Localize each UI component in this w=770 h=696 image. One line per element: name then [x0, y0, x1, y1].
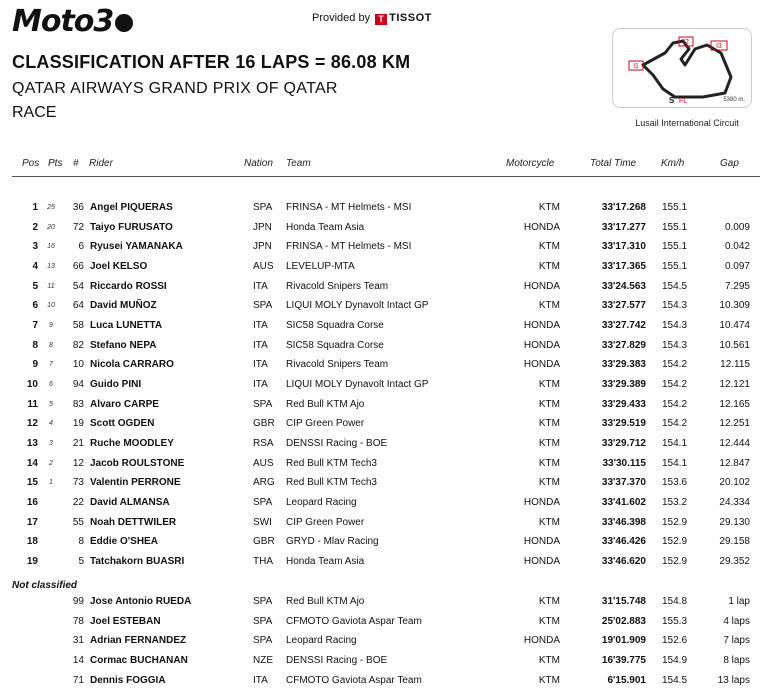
cell-position: 3 [32, 241, 38, 253]
cell-gap: 0.097 [724, 260, 750, 272]
cell-total-time: 33'17.310 [601, 241, 646, 253]
cell-rider-name: Alvaro CARPE [90, 398, 159, 410]
table-row [0, 358, 770, 378]
cell-gap: 0.009 [724, 221, 750, 233]
cell-total-time: 33'29.433 [601, 398, 646, 410]
cell-nation: SPA [253, 300, 273, 312]
cell-motorcycle: KTM [538, 241, 560, 253]
cell-nation: ARG [253, 477, 275, 489]
col-motorcycle: Motorcycle [506, 158, 555, 169]
cell-gap: 10.561 [719, 339, 750, 351]
circuit-name: Lusail International Circuit [635, 118, 739, 128]
cell-rider-name: Adrian FERNANDEZ [90, 635, 187, 647]
cell-total-time: 33'29.519 [601, 418, 646, 430]
cell-team-name: CIP Green Power [286, 418, 365, 430]
cell-rider-number: 5 [78, 555, 84, 567]
cell-motorcycle: KTM [538, 398, 560, 410]
cell-rider-number: 54 [72, 280, 84, 292]
cell-rider-name: Noah DETTWILER [90, 516, 177, 528]
cell-rider-name: Dennis FOGGIA [90, 674, 166, 686]
cell-rider-name: Cormac BUCHANAN [90, 654, 188, 666]
cell-rider-number: 99 [72, 596, 84, 607]
cell-nation: AUS [253, 457, 274, 469]
cell-nation: GBR [253, 418, 275, 430]
cell-position: 11 [27, 398, 38, 410]
cell-rider-number: 66 [72, 260, 84, 272]
cell-rider-number: 21 [72, 437, 84, 449]
cell-gap: 24.334 [719, 496, 750, 508]
cell-gap: 10.474 [719, 319, 750, 331]
col-pts: Pts [48, 158, 63, 169]
cell-rider-name: Nicola CARRARO [90, 359, 174, 371]
cell-motorcycle: HONDA [523, 359, 560, 371]
cell-nation: ITA [253, 359, 268, 371]
cell-rider-name: Taiyo FURUSATO [90, 221, 173, 233]
cell-rider-number: 55 [72, 516, 84, 528]
cell-motorcycle: KTM [538, 202, 560, 213]
cell-rider-number: 78 [72, 615, 84, 627]
cell-points: 2 [49, 459, 53, 467]
cell-gap: 8 laps [723, 654, 750, 666]
cell-motorcycle: KTM [538, 674, 560, 686]
cell-position: 2 [32, 221, 38, 233]
cell-rider-name: Jose Antonio RUEDA [90, 596, 192, 607]
cell-nation: SPA [253, 615, 273, 627]
cell-speed: 154.1 [662, 437, 688, 449]
sector-i1-label: I1 [633, 63, 639, 70]
cell-nation: SPA [253, 496, 273, 508]
session-name: RACE [12, 104, 57, 121]
cell-position: 5 [32, 280, 38, 292]
cell-gap: 0.042 [724, 241, 750, 253]
table-row [0, 299, 770, 319]
cell-rider-number: 10 [72, 359, 84, 371]
cell-nation: ITA [253, 319, 268, 331]
table-row [0, 516, 770, 536]
table-row [0, 201, 770, 221]
cell-team-name: SIC58 Squadra Corse [286, 319, 384, 331]
sponsor-brand: TISSOT [389, 12, 432, 24]
cell-nation: SPA [253, 398, 273, 410]
cell-nation: GBR [253, 536, 275, 548]
cell-points: 1 [49, 479, 53, 487]
cell-total-time: 6'15.901 [607, 674, 646, 686]
cell-rider-name: Eddie O'SHEA [90, 536, 158, 548]
cell-rider-name: Ruche MOODLEY [90, 437, 174, 449]
cell-speed: 155.1 [662, 221, 688, 233]
cell-total-time: 33'17.268 [601, 202, 646, 213]
col-team: Team [286, 158, 311, 169]
cell-rider-name: Stefano NEPA [90, 339, 157, 351]
cell-points: 20 [47, 223, 55, 231]
finish-line-label: FL [679, 98, 688, 105]
cell-team-name: SIC58 Squadra Corse [286, 339, 384, 351]
logo-mark-icon [115, 14, 133, 32]
cell-total-time: 31'15.748 [601, 596, 646, 607]
cell-position: 6 [32, 300, 38, 312]
cell-total-time: 33'41.602 [601, 496, 646, 508]
header-divider [12, 176, 760, 177]
cell-speed: 153.2 [662, 496, 688, 508]
cell-gap: 7.295 [724, 280, 750, 292]
cell-gap: 7 laps [723, 635, 750, 647]
cell-speed: 154.3 [662, 319, 688, 331]
cell-gap: 12.847 [719, 457, 750, 469]
cell-nation: SPA [253, 596, 273, 607]
table-row [0, 615, 770, 635]
cell-team-name: FRINSA - MT Helmets - MSI [286, 241, 412, 253]
cell-position: 1 [32, 202, 38, 213]
cell-rider-number: 8 [78, 536, 84, 548]
cell-total-time: 33'46.426 [601, 536, 646, 548]
cell-rider-name: Joel ESTEBAN [90, 615, 161, 627]
cell-nation: RSA [253, 437, 274, 449]
cell-rider-name: Luca LUNETTA [90, 319, 163, 331]
cell-nation: JPN [253, 221, 272, 233]
cell-speed: 154.5 [662, 674, 688, 686]
cell-position: 14 [26, 457, 38, 469]
cell-gap: 29.158 [719, 536, 750, 548]
cell-gap: 4 laps [723, 615, 750, 627]
table-row [0, 457, 770, 477]
cell-speed: 155.1 [662, 202, 688, 213]
cell-position: 10 [26, 378, 38, 390]
cell-speed: 154.2 [662, 418, 688, 430]
cell-team-name: GRYD - Mlav Racing [286, 536, 379, 548]
cell-points: 25 [47, 204, 55, 211]
table-row [0, 339, 770, 359]
cell-motorcycle: HONDA [523, 536, 560, 548]
table-row [0, 496, 770, 516]
circuit-length: 5380 m. [723, 97, 745, 103]
cell-motorcycle: KTM [538, 457, 560, 469]
cell-speed: 154.5 [662, 280, 688, 292]
cell-speed: 154.3 [662, 300, 688, 312]
event-name: QATAR AIRWAYS GRAND PRIX OF QATAR [12, 80, 338, 97]
cell-points: 10 [47, 302, 55, 310]
cell-gap: 12.444 [719, 437, 750, 449]
cell-speed: 155.1 [662, 260, 688, 272]
cell-motorcycle: HONDA [523, 280, 560, 292]
cell-speed: 155.3 [662, 615, 688, 627]
start-label: S [669, 96, 675, 105]
cell-total-time: 33'17.365 [601, 260, 646, 272]
cell-speed: 155.1 [662, 241, 688, 253]
cell-rider-number: 22 [72, 496, 84, 508]
table-row [0, 240, 770, 260]
cell-position: 19 [26, 555, 38, 567]
cell-speed: 152.6 [662, 635, 688, 647]
cell-team-name: Red Bull KTM Tech3 [286, 477, 377, 489]
cell-nation: AUS [253, 260, 274, 272]
cell-total-time: 33'29.712 [601, 437, 646, 449]
cell-points: 8 [49, 341, 53, 349]
cell-team-name: LEVELUP-MTA [286, 260, 355, 272]
table-row [0, 595, 770, 615]
cell-motorcycle: KTM [538, 378, 560, 390]
cell-points: 4 [49, 420, 53, 428]
cell-rider-number: 31 [72, 635, 84, 647]
cell-total-time: 33'17.277 [601, 221, 646, 233]
cell-team-name: CFMOTO Gaviota Aspar Team [286, 674, 422, 686]
cell-motorcycle: KTM [538, 596, 560, 607]
cell-motorcycle: KTM [538, 437, 560, 449]
cell-points: 9 [49, 321, 53, 329]
cell-rider-number: 94 [72, 378, 84, 390]
sector-i3-label: I3 [716, 43, 722, 50]
cell-team-name: Honda Team Asia [286, 555, 365, 567]
table-row [0, 634, 770, 654]
page-title: CLASSIFICATION AFTER 16 LAPS = 86.08 KM [12, 52, 411, 72]
cell-total-time: 33'27.742 [601, 319, 646, 331]
cell-rider-number: 19 [72, 418, 84, 430]
cell-nation: SWI [253, 516, 272, 528]
cell-total-time: 33'46.620 [601, 555, 646, 567]
cell-gap: 1 lap [728, 596, 750, 607]
cell-rider-name: Riccardo ROSSI [90, 280, 167, 292]
table-row [0, 437, 770, 457]
tissot-logo-icon: T [375, 14, 387, 25]
cell-nation: NZE [253, 654, 273, 666]
cell-points: 7 [49, 361, 53, 369]
table-row [0, 476, 770, 496]
cell-speed: 152.9 [662, 536, 688, 548]
cell-position: 4 [32, 260, 38, 272]
not-classified-heading: Not classified [12, 580, 78, 591]
cell-gap: 29.352 [719, 555, 750, 567]
cell-position: 18 [26, 536, 38, 548]
circuit-map [612, 28, 752, 108]
cell-team-name: FRINSA - MT Helmets - MSI [286, 202, 412, 213]
cell-motorcycle: KTM [538, 477, 560, 489]
cell-motorcycle: HONDA [523, 319, 560, 331]
cell-points: 5 [49, 400, 53, 408]
cell-team-name: Rivacold Snipers Team [286, 359, 389, 371]
sponsor-prefix: Provided by [312, 12, 371, 24]
cell-team-name: DENSSI Racing - BOE [286, 654, 388, 666]
cell-speed: 154.1 [662, 457, 688, 469]
cell-rider-number: 12 [72, 457, 84, 469]
cell-team-name: CFMOTO Gaviota Aspar Team [286, 615, 422, 627]
cell-total-time: 33'46.398 [601, 516, 646, 528]
cell-gap: 10.309 [719, 300, 750, 312]
cell-total-time: 33'29.389 [601, 378, 646, 390]
cell-rider-name: Ryusei YAMANAKA [90, 241, 183, 253]
cell-total-time: 25'02.883 [601, 615, 646, 627]
cell-gap: 20.102 [719, 477, 750, 489]
cell-rider-name: David MUÑOZ [90, 300, 157, 312]
table-row [0, 221, 770, 241]
cell-gap: 12.115 [720, 359, 750, 371]
cell-total-time: 33'37.370 [601, 477, 646, 489]
col-pos: Pos [22, 158, 40, 169]
cell-rider-number: 6 [78, 241, 84, 253]
cell-position: 12 [26, 418, 38, 430]
cell-rider-number: 82 [72, 339, 84, 351]
cell-motorcycle: HONDA [523, 221, 560, 233]
sponsor-line [312, 12, 432, 25]
table-row [0, 378, 770, 398]
cell-position: 15 [26, 477, 38, 489]
cell-points: 11 [47, 282, 55, 290]
cell-points: 16 [47, 243, 55, 251]
cell-nation: THA [253, 555, 273, 567]
cell-rider-name: David ALMANSA [90, 496, 170, 508]
table-row [0, 398, 770, 418]
cell-speed: 152.9 [662, 555, 688, 567]
cell-rider-number: 64 [72, 300, 84, 312]
col-gap: Gap [720, 158, 739, 169]
cell-nation: SPA [253, 635, 273, 647]
cell-rider-number: 58 [72, 319, 84, 331]
cell-motorcycle: KTM [538, 418, 560, 430]
cell-gap: 13 laps [717, 674, 750, 686]
cell-motorcycle: KTM [538, 300, 560, 312]
cell-rider-number: 83 [72, 398, 84, 410]
cell-gap: 12.251 [719, 418, 750, 430]
col-total-time: Total Time [590, 158, 637, 169]
cell-gap: 12.121 [719, 378, 750, 390]
cell-team-name: LIQUI MOLY Dynavolt Intact GP [286, 300, 429, 312]
cell-motorcycle: HONDA [523, 496, 560, 508]
table-row [0, 260, 770, 280]
cell-speed: 154.9 [662, 654, 688, 666]
cell-rider-number: 71 [72, 674, 84, 686]
cell-motorcycle: HONDA [523, 339, 560, 351]
cell-gap: 29.130 [719, 516, 750, 528]
cell-motorcycle: KTM [538, 516, 560, 528]
cell-rider-number: 14 [72, 654, 84, 666]
cell-team-name: Red Bull KTM Ajo [286, 398, 365, 410]
cell-rider-name: Tatchakorn BUASRI [90, 555, 185, 567]
cell-rider-name: Guido PINI [90, 378, 142, 390]
cell-position: 16 [26, 496, 38, 508]
cell-motorcycle: KTM [538, 615, 560, 627]
cell-motorcycle: KTM [538, 260, 560, 272]
cell-nation: JPN [253, 241, 272, 253]
cell-team-name: DENSSI Racing - BOE [286, 437, 388, 449]
table-row [0, 654, 770, 674]
cell-rider-number: 72 [72, 221, 84, 233]
table-row [0, 280, 770, 300]
cell-total-time: 33'30.115 [602, 457, 646, 469]
cell-speed: 153.6 [662, 477, 688, 489]
cell-nation: SPA [253, 202, 273, 213]
cell-motorcycle: HONDA [523, 635, 560, 647]
cell-nation: ITA [253, 339, 268, 351]
cell-nation: ITA [253, 674, 268, 686]
cell-speed: 154.8 [662, 596, 688, 607]
cell-gap: 12.165 [719, 398, 750, 410]
cell-team-name: CIP Green Power [286, 516, 365, 528]
cell-position: 17 [26, 516, 38, 528]
sector-i2-label: I2 [683, 39, 689, 46]
cell-total-time: 19'01.909 [601, 635, 646, 647]
cell-nation: ITA [253, 280, 268, 292]
cell-team-name: Rivacold Snipers Team [286, 280, 389, 292]
table-row [0, 417, 770, 437]
cell-total-time: 16'39.775 [601, 654, 646, 666]
cell-team-name: LIQUI MOLY Dynavolt Intact GP [286, 378, 429, 390]
cell-points: 3 [49, 439, 53, 447]
cell-rider-number: 36 [72, 202, 84, 213]
cell-speed: 154.2 [662, 398, 688, 410]
col-num: # [73, 158, 79, 169]
cell-motorcycle: HONDA [523, 555, 560, 567]
cell-rider-name: Jacob ROULSTONE [90, 457, 185, 469]
cell-total-time: 33'24.563 [601, 280, 646, 292]
cell-position: 13 [26, 437, 38, 449]
cell-team-name: Leopard Racing [286, 496, 357, 508]
moto3-logo: Moto3 [12, 4, 133, 39]
cell-team-name: Red Bull KTM Tech3 [286, 457, 377, 469]
cell-position: 8 [32, 339, 38, 351]
cell-rider-name: Valentin PERRONE [90, 477, 181, 489]
cell-total-time: 33'27.577 [601, 300, 646, 312]
cell-speed: 152.9 [662, 516, 688, 528]
cell-motorcycle: KTM [538, 654, 560, 666]
cell-speed: 154.2 [662, 378, 688, 390]
cell-rider-number: 73 [72, 477, 84, 489]
table-row [0, 319, 770, 339]
col-kmh: Km/h [661, 158, 685, 169]
cell-total-time: 33'29.383 [601, 359, 646, 371]
cell-position: 7 [32, 319, 38, 331]
cell-rider-name: Angel PIQUERAS [90, 202, 173, 213]
cell-points: 13 [47, 262, 55, 270]
table-row [0, 555, 770, 575]
col-rider: Rider [89, 158, 113, 169]
cell-speed: 154.3 [662, 339, 688, 351]
cell-points: 6 [49, 380, 53, 388]
cell-position: 9 [32, 359, 38, 371]
col-nation: Nation [244, 158, 273, 169]
table-header [0, 158, 770, 172]
cell-rider-name: Joel KELSO [90, 260, 148, 272]
cell-team-name: Red Bull KTM Ajo [286, 596, 365, 607]
cell-team-name: Honda Team Asia [286, 221, 365, 233]
table-row [0, 535, 770, 555]
table-row [0, 674, 770, 694]
cell-nation: ITA [253, 378, 268, 390]
cell-rider-name: Scott OGDEN [90, 418, 155, 430]
cell-team-name: Leopard Racing [286, 635, 357, 647]
cell-speed: 154.2 [662, 359, 688, 371]
cell-total-time: 33'27.829 [601, 339, 646, 351]
